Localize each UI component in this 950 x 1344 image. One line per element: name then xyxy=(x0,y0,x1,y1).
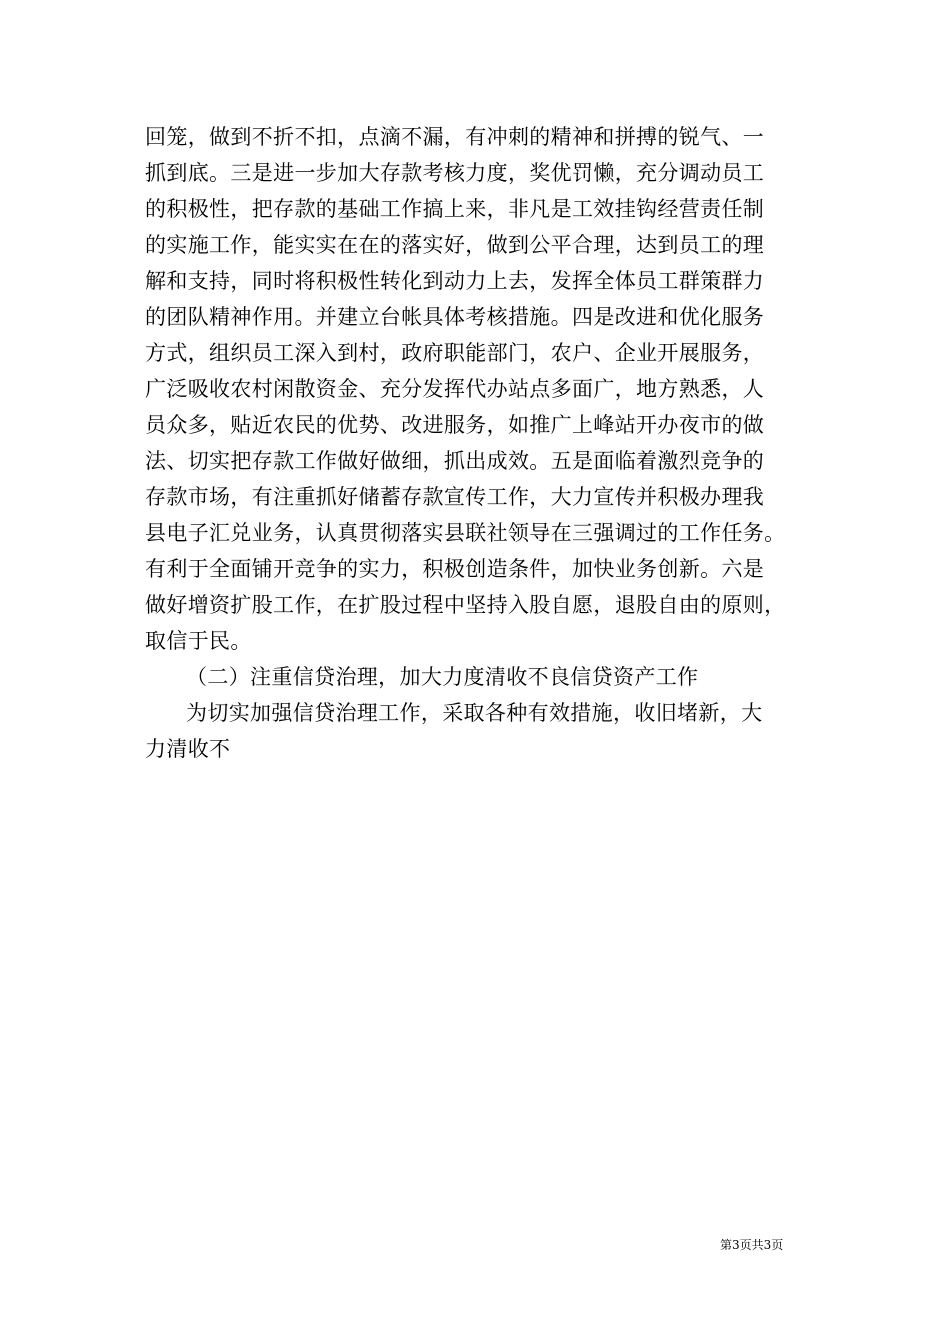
paragraph-line: 方式，组织员工深入到村，政府职能部门，农户、企业开展服务， xyxy=(145,341,765,365)
paragraph-line: 存款市场，有注重抓好储蓄存款宣传工作，大力宣传并积极办理我 xyxy=(145,485,765,509)
section-heading: （二）注重信贷治理，加大力度清收不良信贷资产工作 xyxy=(186,665,699,689)
paragraph-line: 的团队精神作用。并建立台帐具体考核措施。四是改进和优化服务 xyxy=(145,305,765,329)
paragraph-line: 员众多，贴近农民的优势、改进服务，如推广上峰站开办夜市的做 xyxy=(145,413,765,437)
page-number: 第3页共3页 xyxy=(720,1238,784,1252)
paragraph-line: 的实施工作，能实实在在的落实好，做到公平合理，达到员工的理 xyxy=(145,233,765,257)
paragraph-line: 力清收不 xyxy=(145,737,231,761)
paragraph-line: 法、切实把存款工作做好做细，抓出成效。五是面临着激烈竞争的 xyxy=(145,449,765,473)
paragraph-line: 县电子汇兑业务，认真贯彻落实县联社领导在三强调过的工作任务。 xyxy=(145,521,786,545)
paragraph-line: 有利于全面铺开竞争的实力，积极创造条件，加快业务创新。六是 xyxy=(145,557,765,581)
paragraph-line: 的积极性，把存款的基础工作搞上来，非凡是工效挂钩经营责任制 xyxy=(145,197,765,221)
paragraph-line: 回笼，做到不折不扣，点滴不漏，有冲刺的精神和拼搏的锐气、一 xyxy=(145,125,765,149)
paragraph-line: 为切实加强信贷治理工作，采取各种有效措施，收旧堵新，大 xyxy=(186,701,763,725)
paragraph-line: 抓到底。三是进一步加大存款考核力度，奖优罚懒，充分调动员工 xyxy=(145,161,765,185)
paragraph-line: 解和支持，同时将积极性转化到动力上去，发挥全体员工群策群力 xyxy=(145,269,765,293)
paragraph-line: 广泛吸收农村闲散资金、充分发挥代办站点多面广，地方熟悉，人 xyxy=(145,377,765,401)
paragraph-line: 取信于民。 xyxy=(145,629,252,653)
paragraph-line: 做好增资扩股工作，在扩股过程中坚持入股自愿，退股自由的原则， xyxy=(145,593,786,617)
